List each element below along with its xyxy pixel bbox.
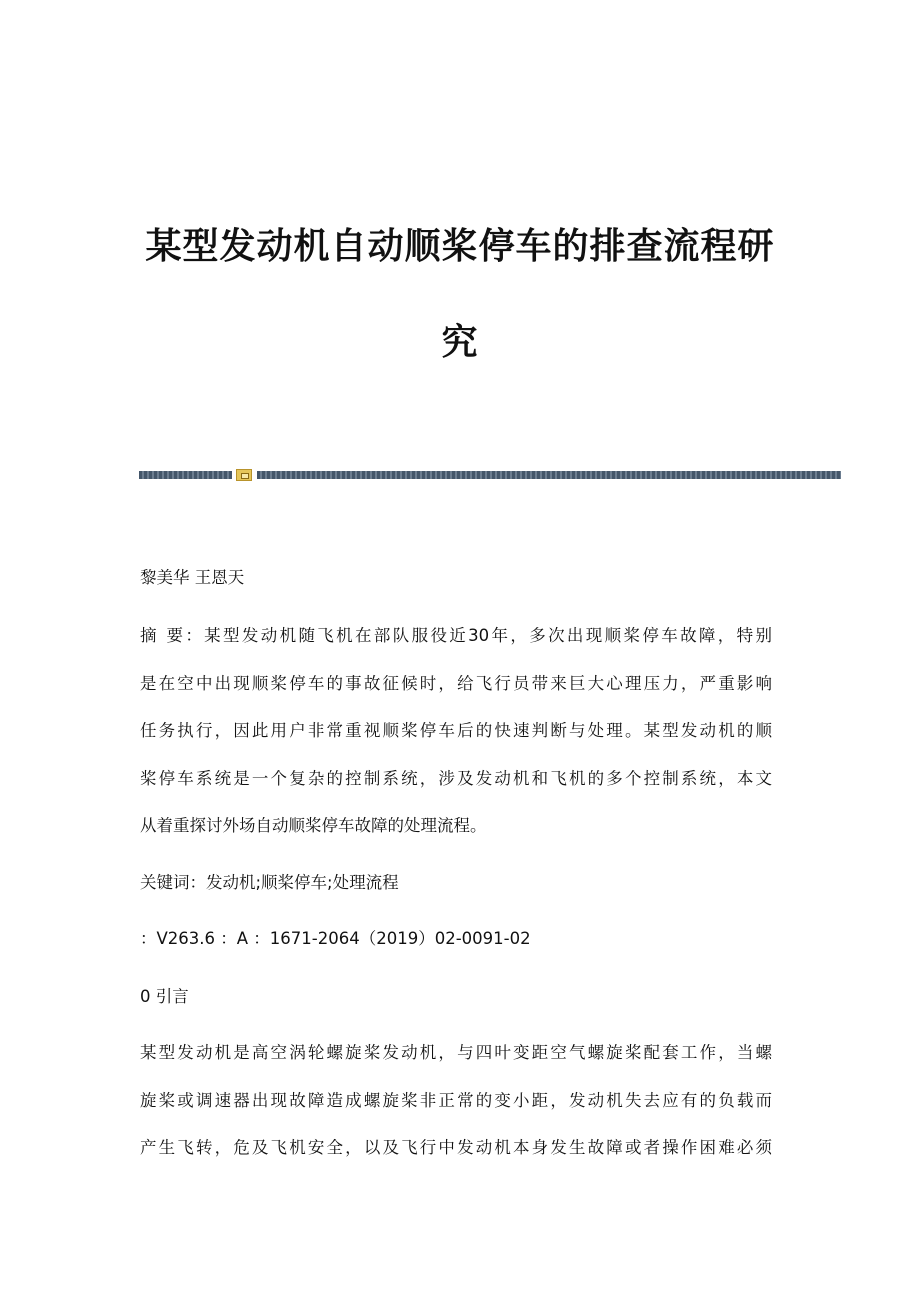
body-line: 旋桨或调速器出现故障造成螺旋桨非正常的变小距，发动机失去应有的负载而 [140, 1091, 772, 1110]
document-title-line-1: 某型发动机自动顺桨停车的排查流程研 [145, 226, 775, 267]
authors: 黎美华 王恩天 [140, 568, 245, 587]
divider-bar-left [139, 471, 232, 479]
document-title-line-2: 究 [441, 322, 479, 363]
title-divider [139, 469, 841, 481]
abstract-line: 摘 要：某型发动机随飞机在部队服役近30年，多次出现顺桨停车故障，特别 [140, 626, 772, 645]
body-line: 某型发动机是高空涡轮螺旋桨发动机，与四叶变距空气螺旋桨配套工作，当螺 [140, 1043, 772, 1062]
body-line: 产生飞转，危及飞机安全，以及飞行中发动机本身发生故障或者操作困难必须 [140, 1138, 772, 1157]
abstract-line: 从着重探讨外场自动顺桨停车故障的处理流程。 [140, 816, 487, 835]
abstract-line: 是在空中出现顺桨停车的事故征候时，给飞行员带来巨大心理压力，严重影响 [140, 674, 772, 693]
divider-bar-right [257, 471, 841, 479]
keywords: 关键词：发动机;顺桨停车;处理流程 [140, 873, 399, 892]
classification-codes: ：V263.6 ：A ：1671-2064（2019）02-0091-02 [140, 929, 531, 948]
section-heading: 0 引言 [140, 987, 189, 1006]
divider-ornament-icon [236, 469, 252, 481]
abstract-line: 桨停车系统是一个复杂的控制系统，涉及发动机和飞机的多个控制系统，本文 [140, 769, 772, 788]
abstract-line: 任务执行，因此用户非常重视顺桨停车后的快速判断与处理。某型发动机的顺 [140, 721, 772, 740]
